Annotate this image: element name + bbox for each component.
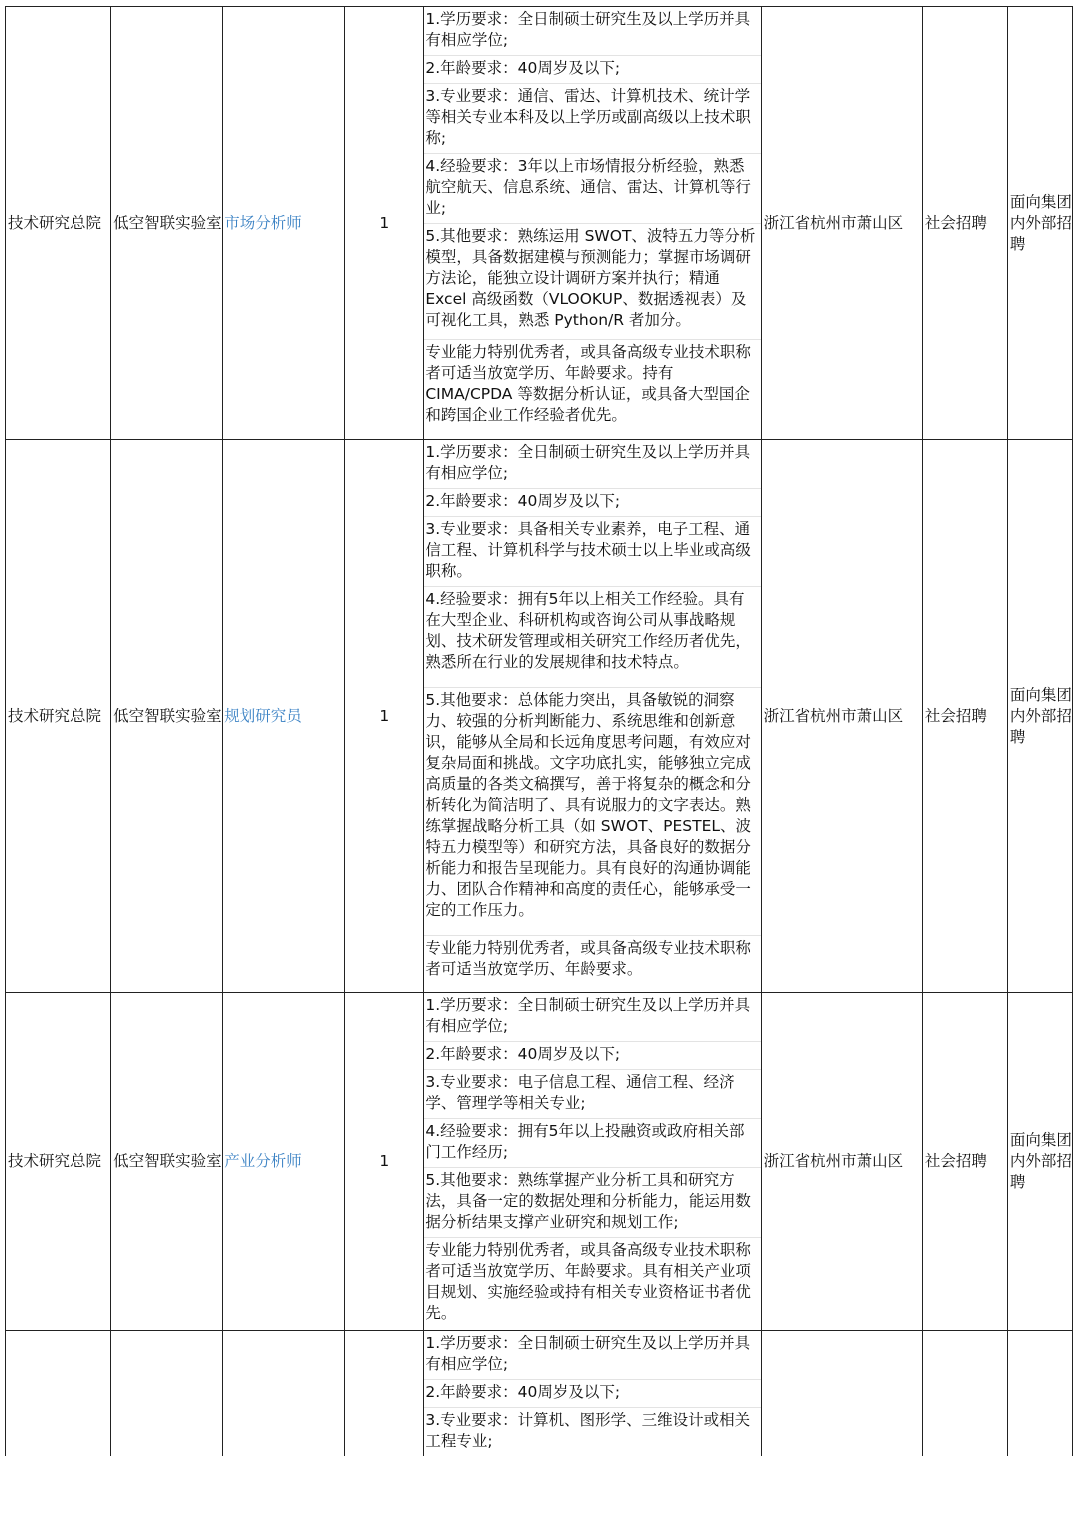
headcount-cell: 1 — [345, 7, 424, 440]
requirement-item: 1.学历要求：全日制硕士研究生及以上学历并具有相应学位; — [424, 993, 760, 1042]
lab-cell — [111, 1331, 223, 1457]
requirement-item: 3.专业要求：电子信息工程、通信工程、经济学、管理学等相关专业; — [424, 1070, 760, 1119]
requirement-item: 3.专业要求：通信、雷达、计算机技术、统计学等相关专业本科及以上学历或副高级以上技术职称; — [424, 84, 760, 154]
requirement-item: 2.年龄要求：40周岁及以下; — [424, 1380, 760, 1408]
position-link[interactable]: 规划研究员 — [223, 440, 345, 993]
table-row — [6, 1331, 1073, 1457]
requirements-cell — [424, 7, 761, 440]
headcount-cell: 1 — [345, 993, 424, 1331]
requirement-item: 1.学历要求：全日制硕士研究生及以上学历并具有相应学位; — [424, 7, 760, 56]
recruit-type-cell: 社会招聘 — [922, 993, 1007, 1331]
department-cell: 技术研究总院 — [6, 993, 111, 1331]
department-cell: 技术研究总院 — [6, 7, 111, 440]
scope-cell: 面向集团内外部招聘 — [1007, 440, 1072, 993]
position-cell — [223, 1331, 345, 1457]
requirement-item: 4.经验要求：拥有5年以上相关工作经验。具有在大型企业、科研机构或咨询公司从事战略规划、技术研发管理或相关研究工作经历者优先，熟悉所在行业的发展规律和技术特点。 — [424, 587, 760, 688]
position-link[interactable]: 产业分析师 — [223, 993, 345, 1331]
recruit-type-cell: 社会招聘 — [922, 440, 1007, 993]
requirement-item: 4.经验要求：拥有5年以上投融资或政府相关部门工作经历; — [424, 1119, 760, 1168]
requirement-item: 3.专业要求：计算机、图形学、三维设计或相关工程专业; — [425, 1411, 751, 1450]
requirement-note: 专业能力特别优秀者，或具备高级专业技术职称者可适当放宽学历、年龄要求。具有相关产业项目规划、实施经验或持有相关专业资格证书者优先。 — [425, 1241, 751, 1322]
department-cell: 技术研究总院 — [6, 440, 111, 993]
requirement-item: 1.学历要求：全日制硕士研究生及以上学历并具有相应学位; — [424, 440, 760, 489]
requirement-note: 专业能力特别优秀者，或具备高级专业技术职称者可适当放宽学历、年龄要求。 — [425, 939, 751, 978]
requirement-item: 5.其他要求：熟练运用 SWOT、波特五力等分析模型，具备数据建模与预测能力；掌握市场调研方法论，能独立设计调研方案并执行；精通 Excel 高级函数（VLOOKUP、数据透视表）及可视化工具，熟悉 Python/R 者加分。 — [424, 224, 760, 340]
requirement-note: 专业能力特别优秀者，或具备高级专业技术职称者可适当放宽学历、年龄要求。持有 CIMA/CPDA 等数据分析认证，或具备大型国企和跨国企业工作经验者优先。 — [425, 343, 751, 424]
requirement-item: 5.其他要求：总体能力突出，具备敏锐的洞察力、较强的分析判断能力、系统思维和创新意识，能够从全局和长远角度思考问题，有效应对复杂局面和挑战。文字功底扎实，能够独立完成高质量的各类文稿撰写，善于将复杂的概念和分析转化为简洁明了、具有说服力的文字表达。熟练掌握战略分析工具（如 SWOT、PESTEL、波特五力模型等）和研究方法，具备良好的数据分析能力和报告呈现能力。具有良好的沟通协调能力、团队合作精神和高度的责任心，能够承受一定的工作压力。 — [424, 688, 760, 936]
requirement-item: 2.年龄要求：40周岁及以下; — [424, 1042, 760, 1070]
department-cell — [6, 1331, 111, 1457]
recruit-type-cell: 社会招聘 — [922, 7, 1007, 440]
table-row — [6, 7, 1073, 440]
recruit-type-cell — [922, 1331, 1007, 1457]
requirement-item: 5.其他要求：熟练掌握产业分析工具和研究方法，具备一定的数据处理和分析能力，能运用数据分析结果支撑产业研究和规划工作; — [424, 1168, 760, 1238]
requirements-cell — [424, 993, 761, 1331]
table-row — [6, 440, 1073, 993]
location-cell — [761, 1331, 922, 1457]
lab-cell: 低空智联实验室 — [111, 993, 223, 1331]
requirement-item: 2.年龄要求：40周岁及以下; — [424, 489, 760, 517]
requirement-item: 1.学历要求：全日制硕士研究生及以上学历并具有相应学位; — [424, 1331, 760, 1380]
position-link[interactable]: 市场分析师 — [223, 7, 345, 440]
scope-cell: 面向集团内外部招聘 — [1007, 993, 1072, 1331]
requirement-item: 4.经验要求：3年以上市场情报分析经验，熟悉航空航天、信息系统、通信、雷达、计算机等行业; — [424, 154, 760, 224]
location-cell: 浙江省杭州市萧山区 — [761, 993, 922, 1331]
location-cell: 浙江省杭州市萧山区 — [761, 440, 922, 993]
location-cell: 浙江省杭州市萧山区 — [761, 7, 922, 440]
table-row — [6, 993, 1073, 1331]
scope-cell: 面向集团内外部招聘 — [1007, 7, 1072, 440]
headcount-cell: 1 — [345, 440, 424, 993]
requirements-cell — [424, 1331, 761, 1457]
scope-cell — [1007, 1331, 1072, 1457]
requirement-item: 2.年龄要求：40周岁及以下; — [424, 56, 760, 84]
lab-cell: 低空智联实验室 — [111, 440, 223, 993]
headcount-cell — [345, 1331, 424, 1457]
recruitment-table — [5, 6, 1073, 1456]
requirements-cell — [424, 440, 761, 993]
requirement-item: 3.专业要求：具备相关专业素养，电子工程、通信工程、计算机科学与技术硕士以上毕业或高级职称。 — [424, 517, 760, 587]
lab-cell: 低空智联实验室 — [111, 7, 223, 440]
